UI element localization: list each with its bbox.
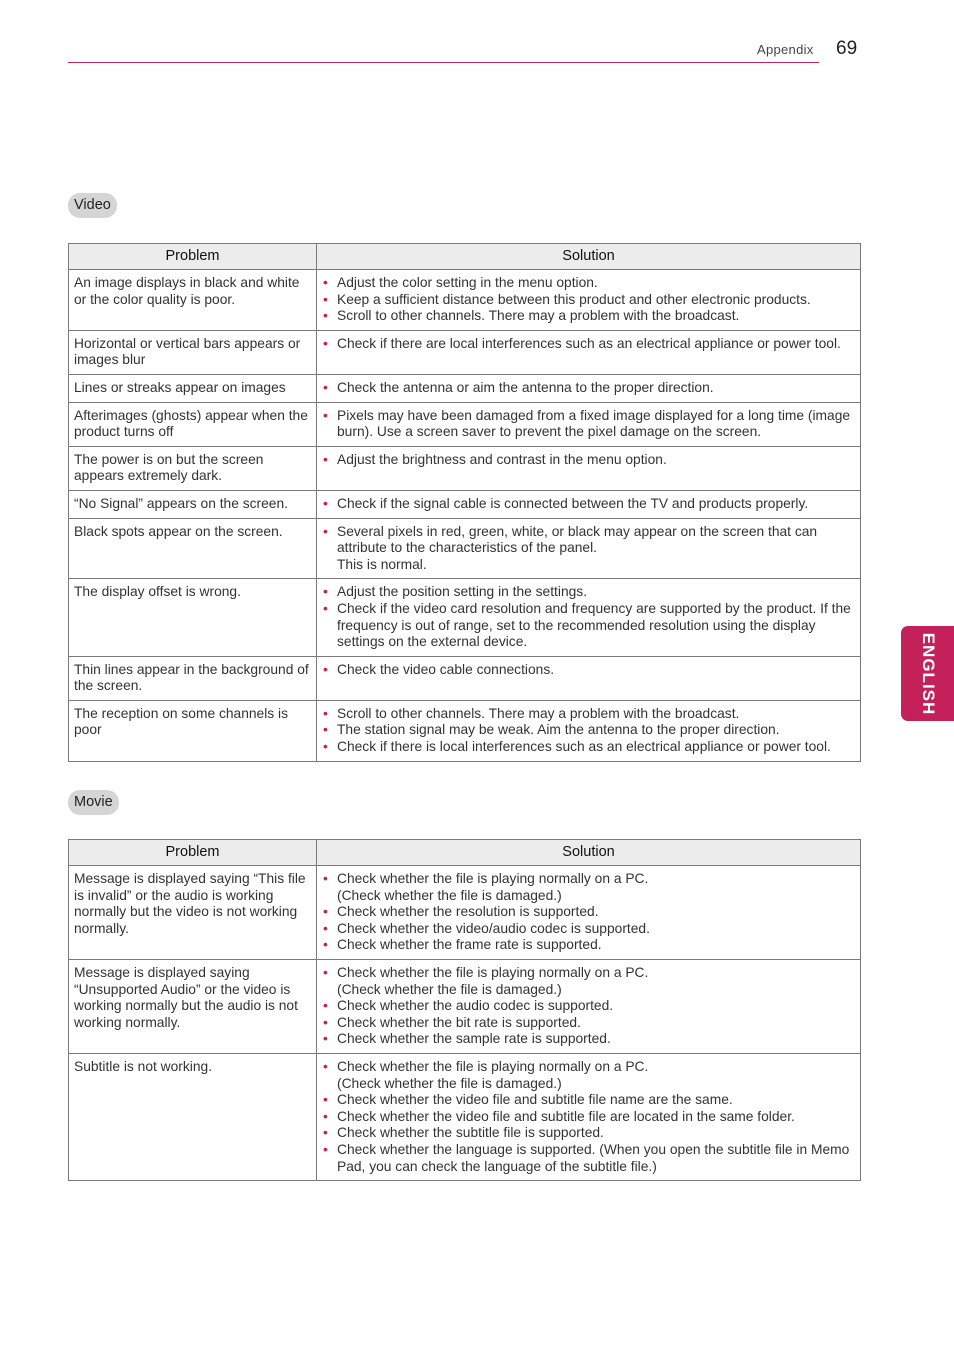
solution-cell: [317, 579, 861, 656]
table-row: [69, 866, 861, 960]
solution-item: • Keep a sufficient distance between this product and other electronic products.: [321, 292, 855, 309]
solution-list: [321, 408, 855, 441]
problem-cell: Horizontal or vertical bars appears or images blur: [69, 330, 317, 374]
table-row: [69, 518, 861, 579]
table-row: [69, 656, 861, 700]
solution-cell: [317, 1053, 861, 1180]
problem-cell: Message is displayed saying “This file is invalid” or the audio is working normally but the video is not working normally.: [69, 866, 317, 960]
solution-item: • Check whether the file is playing normally on a PC.: [321, 965, 855, 982]
table-header-row: [69, 840, 861, 866]
solution-item: • Check whether the audio codec is supported.: [321, 998, 855, 1015]
solution-item: • Scroll to other channels. There may a problem with the broadcast.: [321, 308, 855, 325]
solution-cell: [317, 959, 861, 1053]
problem-cell: Lines or streaks appear on images: [69, 374, 317, 402]
solution-list: [321, 452, 855, 469]
table-row: [69, 490, 861, 518]
solution-cell: [317, 490, 861, 518]
solution-list: [321, 871, 855, 954]
solution-item: • Check whether the language is supported. (When you open the subtitle file in Memo Pad, you can check the language of the subtitle file.): [321, 1142, 855, 1175]
solution-list: [321, 1059, 855, 1175]
column-header-problem: Problem: [69, 840, 317, 866]
table-row: [69, 270, 861, 331]
solution-list: [321, 706, 855, 756]
solution-list: [321, 965, 855, 1048]
video-section-heading: Video: [68, 193, 117, 218]
solution-item: • The station signal may be weak. Aim the antenna to the proper direction.: [321, 722, 855, 739]
solution-item: • Check whether the video/audio codec is supported.: [321, 921, 855, 938]
solution-item: • Adjust the color setting in the menu option.: [321, 275, 855, 292]
table-row: [69, 374, 861, 402]
solution-item: • Check whether the file is playing normally on a PC.: [321, 871, 855, 888]
language-side-tab: [901, 626, 954, 721]
table-row: [69, 959, 861, 1053]
problem-cell: The power is on but the screen appears extremely dark.: [69, 446, 317, 490]
table-header-row: [69, 244, 861, 270]
table-row: [69, 446, 861, 490]
solution-list: [321, 662, 855, 679]
problem-cell: Afterimages (ghosts) appear when the product turns off: [69, 402, 317, 446]
solution-note: (Check whether the file is damaged.): [337, 887, 562, 903]
solution-note: This is normal.: [337, 556, 427, 572]
problem-cell: Message is displayed saying “Unsupported Audio” or the video is working normally but the audio is not working normally.: [69, 959, 317, 1053]
table-row: [69, 1053, 861, 1180]
solution-cell: [317, 330, 861, 374]
table-row: [69, 579, 861, 656]
problem-cell: The reception on some channels is poor: [69, 700, 317, 761]
movie-table-body: [69, 866, 861, 1181]
solution-list: [321, 496, 855, 513]
solution-list: [321, 275, 855, 325]
table-row: [69, 402, 861, 446]
solution-item: • Several pixels in red, green, white, or black may appear on the screen that can attribute to the characteristics of the panel.: [321, 524, 855, 557]
problem-cell: “No Signal” appears on the screen.: [69, 490, 317, 518]
table-row: [69, 330, 861, 374]
header-section-label: Appendix: [757, 42, 814, 57]
header-divider: [68, 62, 819, 63]
movie-troubleshooting-table: [68, 839, 861, 1181]
solution-item: • Check if there is local interferences such as an electrical appliance or power tool.: [321, 739, 855, 756]
solution-item: • Pixels may have been damaged from a fixed image displayed for a long time (image burn). Use a screen saver to prevent the pixel damage on the screen.: [321, 408, 855, 441]
table-row: [69, 700, 861, 761]
solution-item: • Check whether the bit rate is supported.: [321, 1015, 855, 1032]
solution-item: • Check whether the sample rate is supported.: [321, 1031, 855, 1048]
column-header-solution: Solution: [317, 840, 861, 866]
solution-item: • Check whether the file is playing normally on a PC.: [321, 1059, 855, 1076]
solution-list: [321, 380, 855, 397]
page-number: 69: [836, 38, 858, 59]
solution-note: (Check whether the file is damaged.): [337, 981, 562, 997]
solution-cell: [317, 656, 861, 700]
language-side-tab-label: ENGLISH: [918, 632, 938, 715]
solution-item: • Check whether the frame rate is supported.: [321, 937, 855, 954]
problem-cell: Subtitle is not working.: [69, 1053, 317, 1180]
solution-item: • Check the video cable connections.: [321, 662, 855, 679]
solution-item: • Check the antenna or aim the antenna to the proper direction.: [321, 380, 855, 397]
solution-item: • Scroll to other channels. There may a problem with the broadcast.: [321, 706, 855, 723]
solution-list: [321, 584, 855, 650]
solution-item: • Adjust the position setting in the settings.: [321, 584, 855, 601]
solution-cell: [317, 402, 861, 446]
solution-note: (Check whether the file is damaged.): [337, 1075, 562, 1091]
solution-item: • Check whether the resolution is supported.: [321, 904, 855, 921]
solution-cell: [317, 866, 861, 960]
problem-cell: An image displays in black and white or the color quality is poor.: [69, 270, 317, 331]
solution-item: • Check whether the video file and subtitle file are located in the same folder.: [321, 1109, 855, 1126]
solution-cell: [317, 518, 861, 579]
column-header-solution: Solution: [317, 244, 861, 270]
video-troubleshooting-table: [68, 243, 861, 762]
solution-cell: [317, 270, 861, 331]
solution-list: [321, 524, 855, 574]
problem-cell: The display offset is wrong.: [69, 579, 317, 656]
solution-cell: [317, 700, 861, 761]
column-header-problem: Problem: [69, 244, 317, 270]
solution-item: • Check if the video card resolution and frequency are supported by the product. If the frequency is out of range, set to the recommended resolution using the display settings on the external device.: [321, 601, 855, 651]
solution-item: • Check if there are local interferences such as an electrical appliance or power tool.: [321, 336, 855, 353]
problem-cell: Thin lines appear in the background of the screen.: [69, 656, 317, 700]
solution-item: • Adjust the brightness and contrast in the menu option.: [321, 452, 855, 469]
solution-cell: [317, 374, 861, 402]
solution-cell: [317, 446, 861, 490]
solution-list: [321, 336, 855, 353]
solution-item: • Check if the signal cable is connected between the TV and products properly.: [321, 496, 855, 513]
movie-section-heading: Movie: [68, 790, 119, 815]
solution-item: • Check whether the subtitle file is supported.: [321, 1125, 855, 1142]
problem-cell: Black spots appear on the screen.: [69, 518, 317, 579]
solution-item: • Check whether the video file and subtitle file name are the same.: [321, 1092, 855, 1109]
video-table-body: [69, 270, 861, 762]
